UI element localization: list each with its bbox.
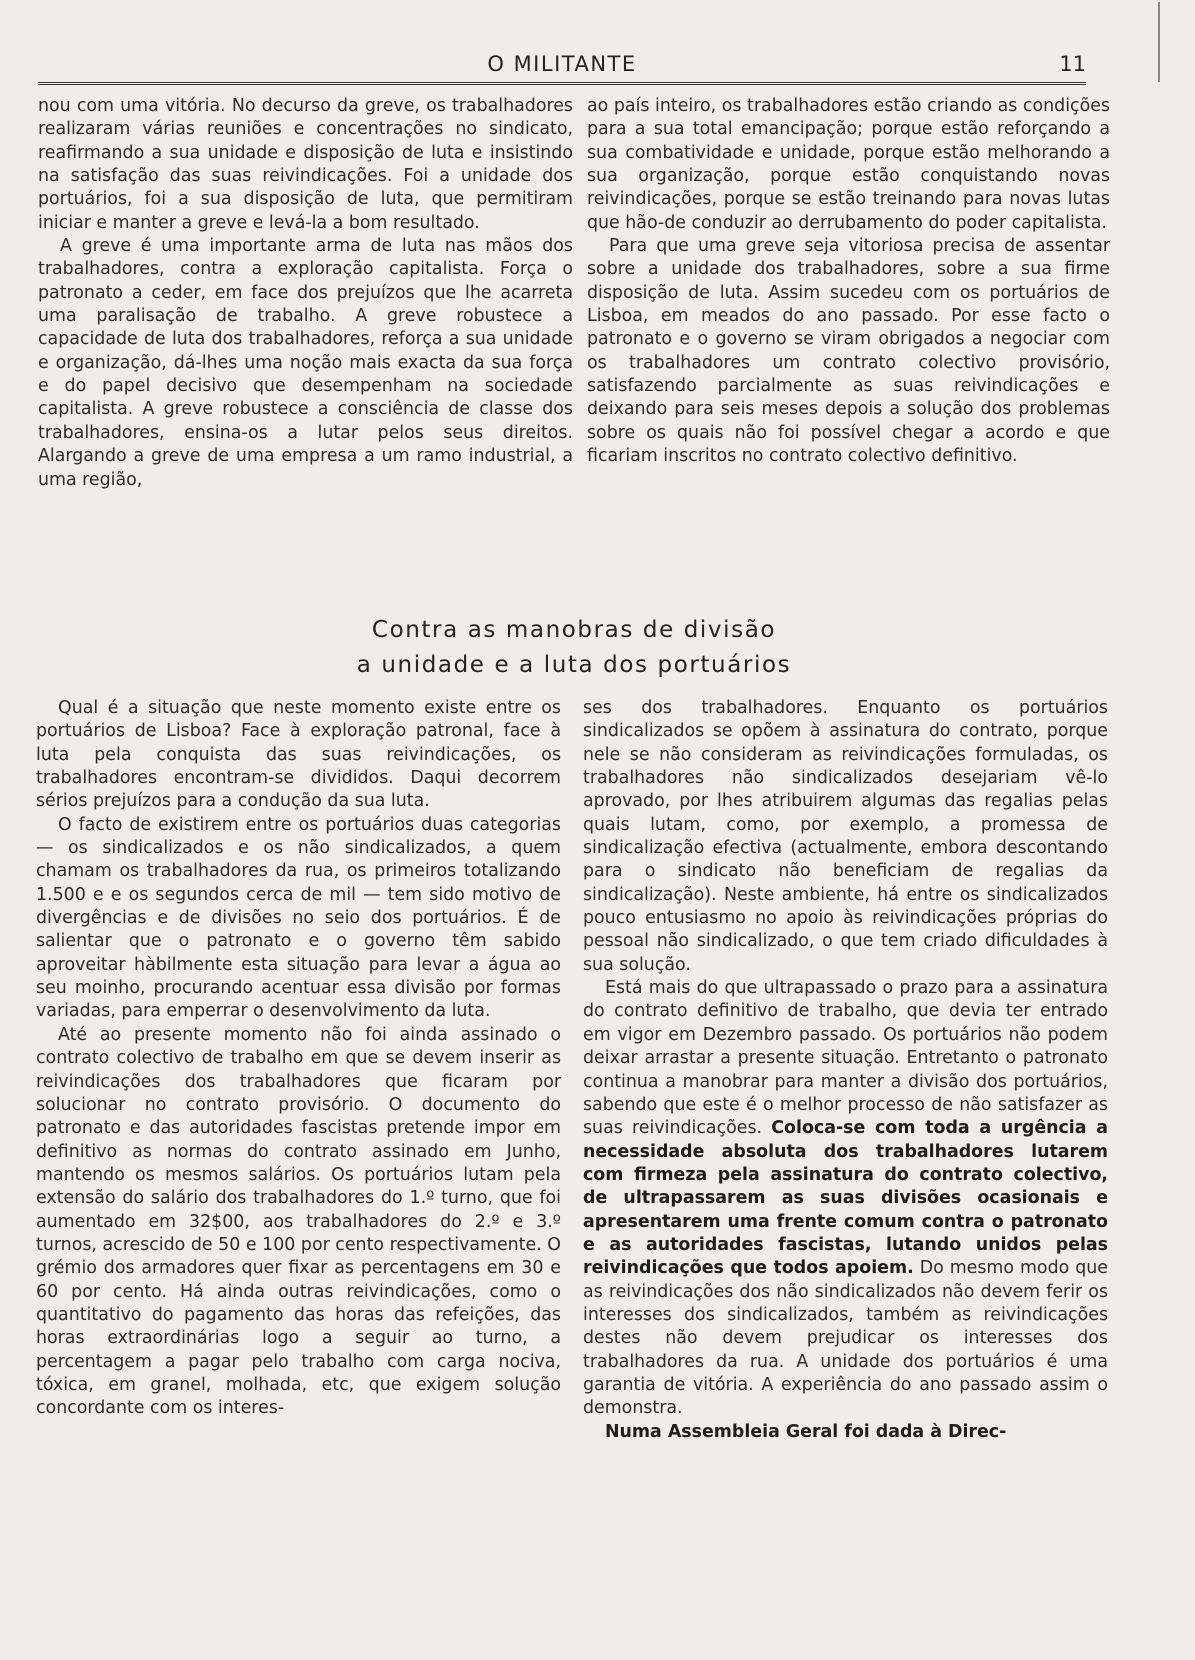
page-header	[38, 48, 1086, 88]
paragraph: Qual é a situação que neste momento existe entre os portuários de Lisboa? Face à exploração patronal, face à luta pela conquista das suas reivindicações, os trabalhadores encontram-se divididos. Daqui decorrem sérios prejuízos para a condução da sua luta.	[36, 698, 561, 812]
running-title: O MILITANTE	[487, 52, 637, 76]
paragraph	[583, 977, 1108, 1421]
emphasized-text: Coloca-se com toda a urgência a necessidade absoluta dos trabalhadores lutarem com firmeza pela assinatura do contrato colectivo, de ultrapassarem as suas divisões ocasionais e apresentarem uma frente comum contra o patronato e as autoridades fascistas, lutando unidos pelas reivindicações que todos apoiem.	[583, 1118, 1108, 1279]
paragraph: ao país inteiro, os trabalhadores estão criando as condições para a sua total emancipação; porque estão reforçando a sua combatividade e unidade, porque estão melhorando a sua organização, porque estão conquistando novas reivindicações, porque se estão treinando para novas lutas que hão-de conduzir ao derrubamento do poder capitalista.	[587, 96, 1110, 233]
column-top-left	[38, 95, 573, 492]
header-rule	[38, 82, 1086, 85]
page-number: 11	[1059, 52, 1086, 76]
paragraph: ses dos trabalhadores. Enquanto os portuários sindicalizados se opõem à assinatura do contrato, porque nele se não consideram as reivindicações formuladas, os trabalhadores não sindicalizados desejariam vê-lo aprovado, por lhes atribuirem algumas das regalias pelas quais lutam, como, por exemplo, a promessa de sindicalização efectiva (actualmente, embora descontando para o sindicato não beneficiam de regalias da sindicalização). Neste ambiente, há entre os sindicalizados pouco entusiasmo no apoio às reivindicações próprias do pessoal não sindicalizado, o que tem criado dificuldades à sua solução.	[583, 698, 1108, 975]
column-top-right	[587, 95, 1110, 469]
column-bottom-left	[36, 697, 561, 1421]
article-headline-line-2: a unidade e a luta dos portuários	[356, 652, 792, 678]
scan-margin-mark	[1158, 2, 1160, 82]
paragraph: nou com uma vitória. No decurso da greve, os trabalhadores realizaram várias reuniões e concentrações no sindicato, reafirmando a sua unidade e disposição de luta e insistindo na satisfação das suas reivindicações. Foi a unidade dos portuários, foi a sua disposição de luta, que permitiram iniciar e manter a greve e levá-la a bom resultado.	[38, 96, 573, 233]
paragraph: A greve é uma importante arma de luta nas mãos dos trabalhadores, contra a exploração capitalista. Força o patronato a ceder, em face dos prejuízos que lhe acarreta uma paralisação de trabalho. A greve robustece a capacidade de luta dos trabalhadores, reforça a sua unidade e organização, dá-lhes uma noção mais exacta da sua força e do papel decisivo que desempenham na sociedade capitalista. A greve robustece a consciência de classe dos trabalhadores, ensina-os a lutar pelos seus direitos. Alargando a greve de uma empresa a um ramo industrial, a uma região,	[38, 236, 573, 490]
column-bottom-right	[583, 697, 1108, 1444]
paragraph-text: Do mesmo modo que as reivindicações dos não sindicalizados não devem ferir os interesses dos sindicalizados, também as reivindicações destes não devem prejudicar os interesses dos trabalhadores da rua. A unidade dos portuários é uma garantia de vitória. A experiência do ano passado assim o demonstra.	[583, 1258, 1109, 1419]
paragraph: O facto de existirem entre os portuários duas categorias — os sindicalizados e os não sindicalizados, a quem chamam os trabalhadores da rua, os primeiros totalizando 1.500 e e os segundos cerca de mil — tem sido motivo de divergências e de divisões no seio dos portuários. É de salientar que o patronato e o governo têm sabido aproveitar hàbilmente esta situação para levar a água ao seu moinho, procurando acentuar essa divisão por formas variadas, para emperrar o desenvolvimento da luta.	[36, 814, 561, 1022]
paragraph: Para que uma greve seja vitoriosa precisa de assentar sobre a unidade dos trabalhadores, sobre a sua firme disposição de luta. Assim sucedeu com os portuários de Lisboa, em meados do ano passado. Por esse facto o patronato e o governo se viram obrigados a negociar com os trabalhadores um contrato colectivo provisório, satisfazendo parcialmente as suas reivindicações e deixando para seis meses depois a solução dos problemas sobre os quais não foi possível chegar a acordo e que ficariam inscritos no contrato colectivo definitivo.	[587, 236, 1110, 467]
article-headline-line-1: Contra as manobras de divisão	[371, 617, 777, 643]
paragraph: Até ao presente momento não foi ainda assinado o contrato colectivo de trabalho em que se devem inserir as reivindicações dos trabalhadores que ficaram por solucionar no contrato provisório. O documento do patronato e das autoridades fascistas pretende impor em definitivo as normas do contrato assinado em Junho, mantendo os mesmos salários. Os portuários lutam pela extensão do salário dos trabalhadores do 1.º turno, que foi aumentado em 32$00, aos trabalhadores do 2.º e 3.º turnos, acrescido de 50 e 100 por cento respectivamente. O grémio dos armadores quer fixar as percentagens em 30 e 60 por cento. Há ainda outras reivindicações, como o quantitativo do pagamento das horas das refeições, das horas extraordinárias logo a seguir ao turno, a percentagem a pagar pelo trabalho com carga nociva, tóxica, em granel, molhada, etc, que exigem solução concordante com os interes-	[36, 1024, 561, 1419]
paragraph: Numa Assembleia Geral foi dada à Direc-	[605, 1421, 1007, 1442]
paragraph-text: Está mais do que ultrapassado o prazo para a assinatura do contrato definitivo de trabalho, que devia ter entrado em vigor em Dezembro passado. Os portuários não podem deixar arrastar a presente situação. Entretanto o patronato continua a manobrar para manter a divisão dos portuários, sabendo que este é o melhor processo de não satisfazer as suas reivindicações.	[583, 978, 1108, 1139]
